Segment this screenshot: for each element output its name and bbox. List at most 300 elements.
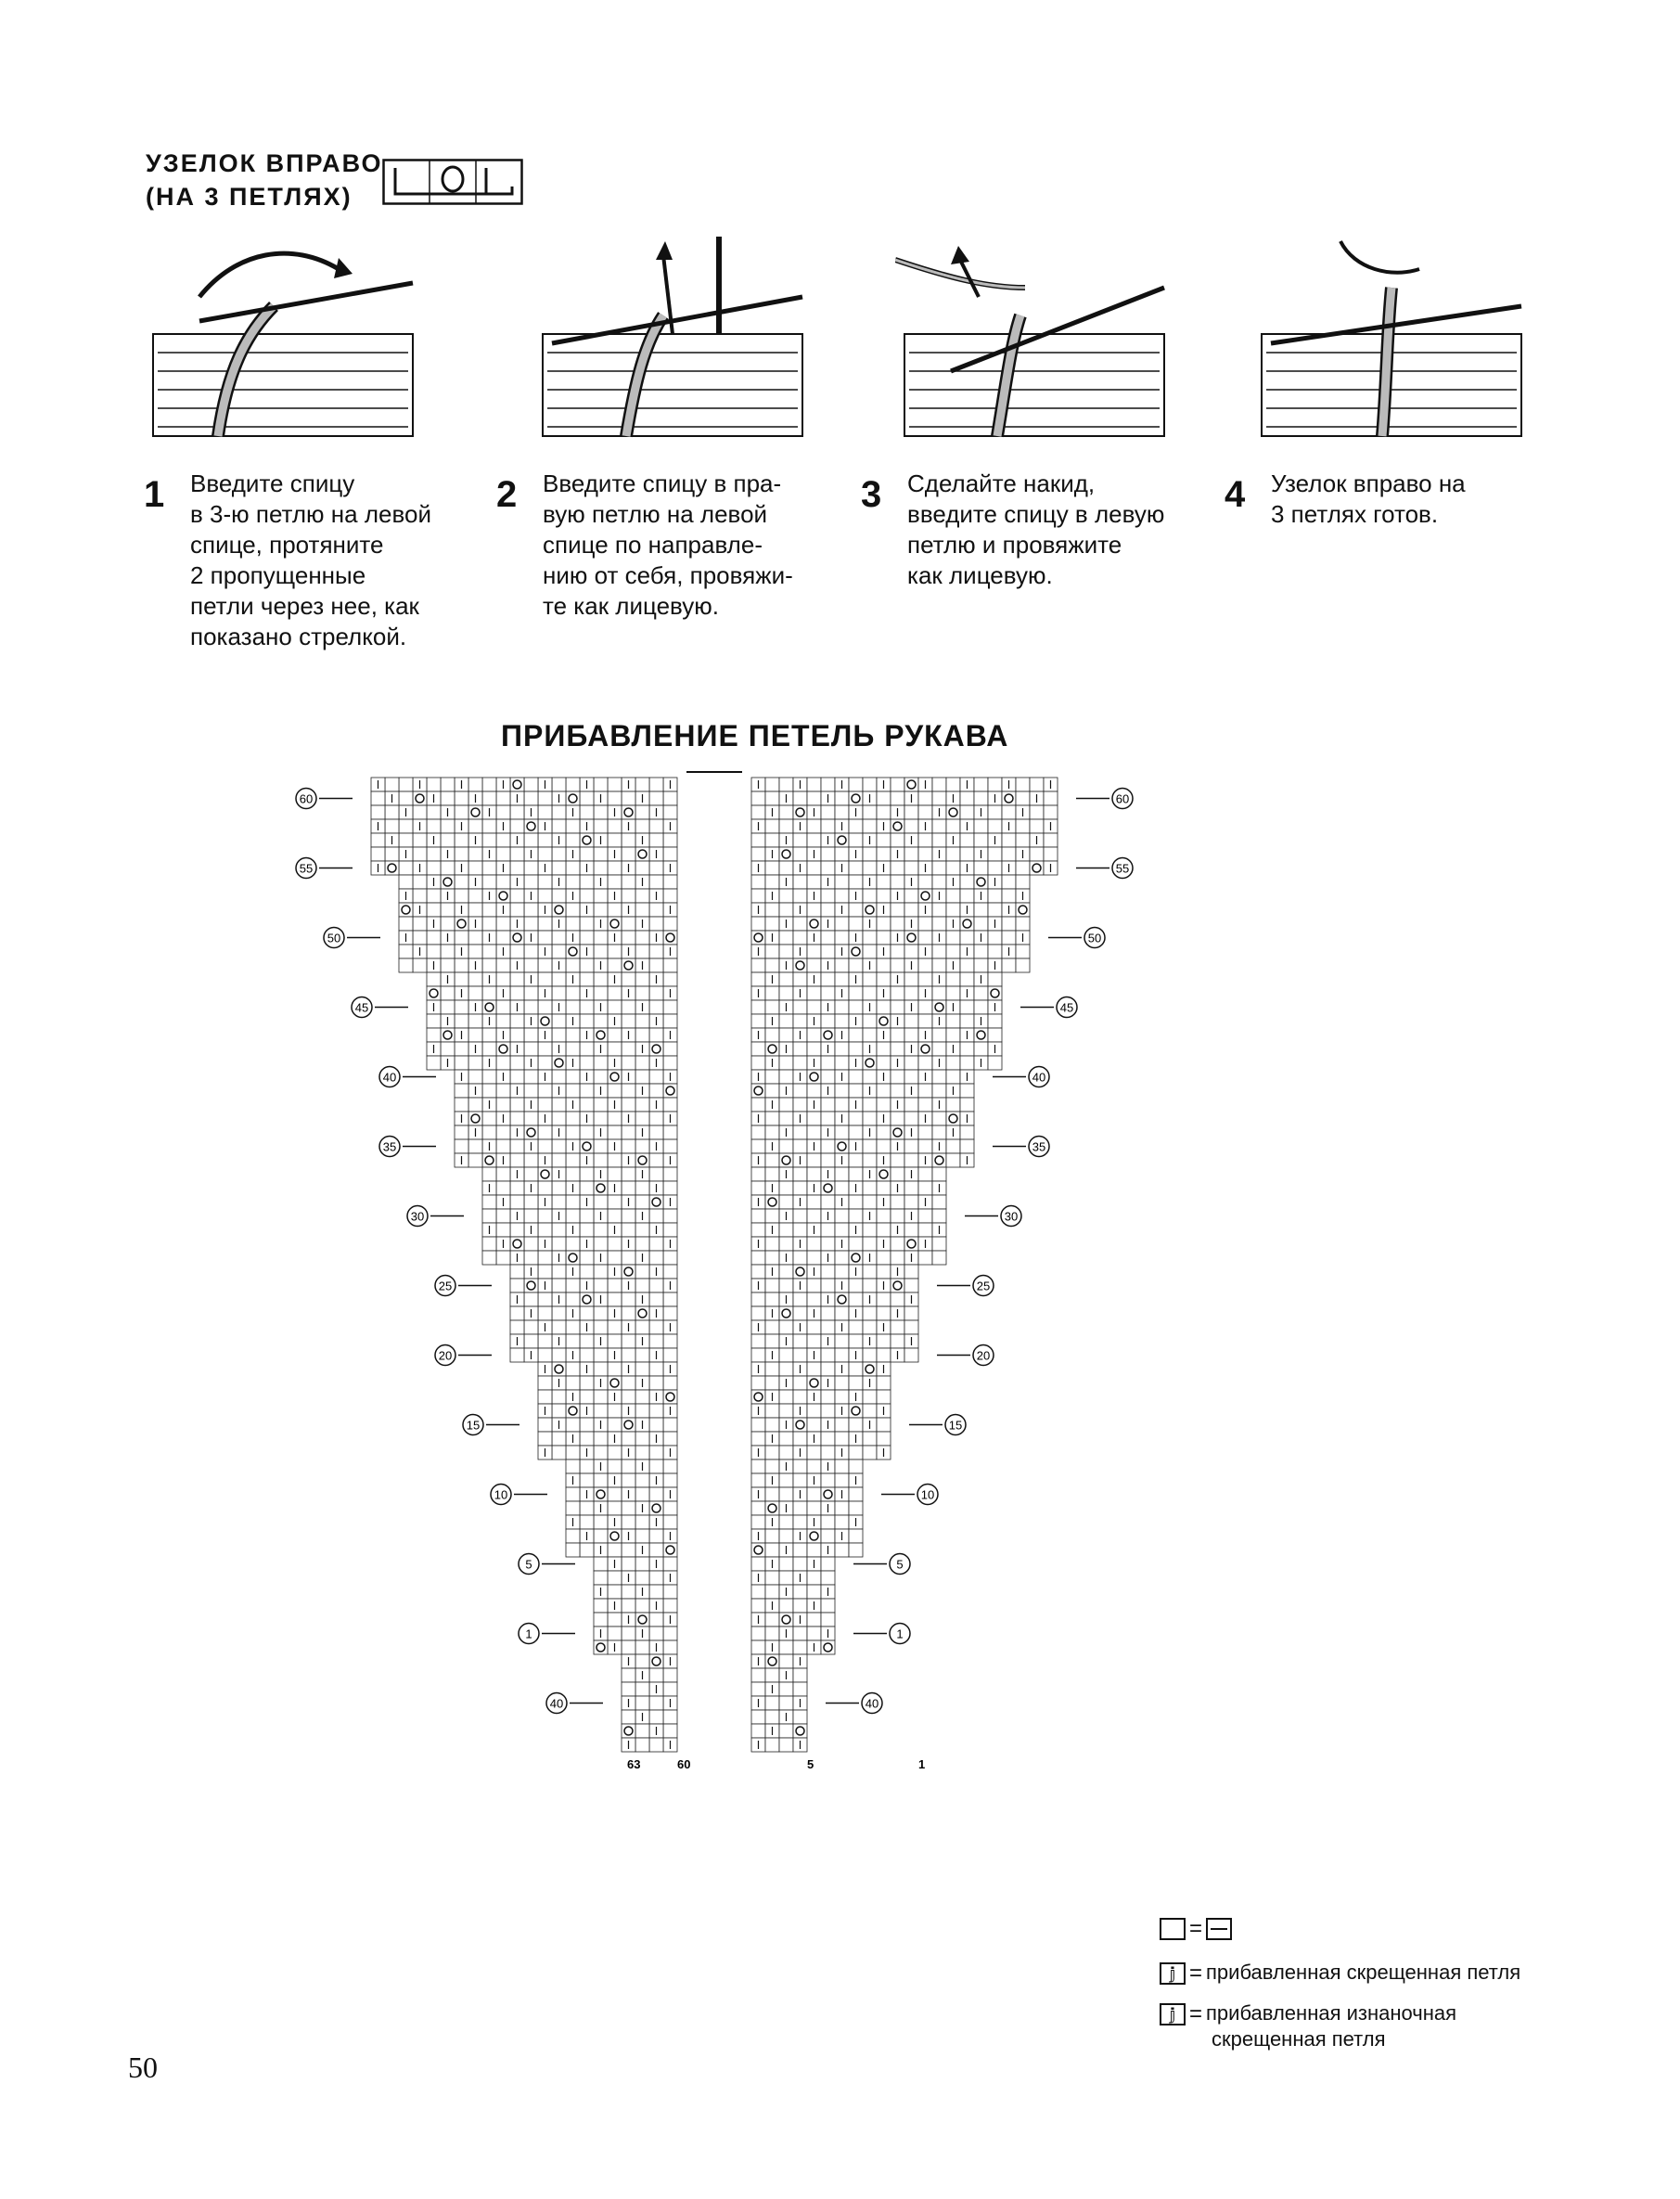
chart-cell: [904, 847, 918, 861]
chart-cell: [635, 1654, 649, 1668]
chart-cell: [960, 833, 974, 847]
chart-cell: [821, 972, 835, 986]
chart-cell: [849, 819, 863, 833]
chart-cell: [765, 1668, 779, 1682]
chart-cell: [751, 1209, 765, 1223]
chart-cell: [608, 1627, 622, 1640]
chart-cell: [580, 1042, 594, 1056]
chart-cell: [877, 1056, 891, 1070]
chart-cell: [635, 1487, 649, 1501]
chart-cell: [635, 805, 649, 819]
chart-cell: [849, 903, 863, 917]
chart-cell: [441, 819, 455, 833]
chart-cell: [496, 1223, 510, 1237]
chart-cell: [974, 819, 988, 833]
chart-cell: [1016, 917, 1030, 931]
chart-cell: [891, 1292, 904, 1306]
chart-cell: [946, 889, 960, 903]
chart-cell: [441, 778, 455, 791]
chart-cell: [538, 1251, 552, 1265]
chart-cell: [468, 861, 482, 875]
chart-cell: [524, 1153, 538, 1167]
chart-cell: [779, 1557, 793, 1571]
chart-cell: [608, 1084, 622, 1098]
chart-cell: [649, 1668, 663, 1682]
chart-cell: [988, 889, 1002, 903]
chart-cell: [608, 1028, 622, 1042]
row-label: 10: [920, 1487, 935, 1502]
chart-cell: [427, 778, 441, 791]
chart-cell: [649, 819, 663, 833]
chart-cell: [622, 889, 635, 903]
chart-cell: [877, 1209, 891, 1223]
chart-cell: [821, 1362, 835, 1376]
chart-cell: [663, 917, 677, 931]
chart-cell: [779, 1028, 793, 1042]
chart-cell: [594, 1362, 608, 1376]
chart-cell: [496, 1251, 510, 1265]
chart-cell: [524, 917, 538, 931]
chart-cell: [635, 1195, 649, 1209]
chart-cell: [807, 1084, 821, 1098]
chart-cell: [779, 1696, 793, 1710]
chart-cell: [496, 1139, 510, 1153]
chart-cell: [835, 1334, 849, 1348]
chart-cell: [580, 1014, 594, 1028]
chart-cell: [594, 1557, 608, 1571]
chart-cell: [1030, 819, 1044, 833]
chart-cell: [849, 1320, 863, 1334]
chart-cell: [751, 1585, 765, 1599]
chart-cell: [835, 805, 849, 819]
chart-cell: [663, 1710, 677, 1724]
chart-cell: [608, 1237, 622, 1251]
chart-cell: [793, 1557, 807, 1571]
chart-cell: [821, 1237, 835, 1251]
chart-cell: [877, 1348, 891, 1362]
chart-cell: [765, 903, 779, 917]
chart-cell: [594, 1014, 608, 1028]
chart-cell: [649, 1084, 663, 1098]
chart-cell: [932, 903, 946, 917]
chart-cell: [622, 972, 635, 986]
chart-cell: [932, 1028, 946, 1042]
chart-cell: [807, 1334, 821, 1348]
chart-cell: [510, 1014, 524, 1028]
chart-cell: [608, 986, 622, 1000]
chart-cell: [918, 1139, 932, 1153]
chart-cell: [566, 1209, 580, 1223]
chart-cell: [821, 1571, 835, 1585]
chart-cell: [552, 1306, 566, 1320]
chart-cell: [510, 972, 524, 986]
chart-cell: [510, 1265, 524, 1279]
chart-cell: [779, 861, 793, 875]
chart-cell: [807, 903, 821, 917]
chart-cell: [608, 875, 622, 889]
step-number: 4: [1225, 474, 1246, 515]
chart-cell: [580, 1251, 594, 1265]
chart-cell: [399, 833, 413, 847]
row-label: 15: [948, 1418, 963, 1433]
chart-cell: [779, 1640, 793, 1654]
chart-cell: [807, 1585, 821, 1599]
chart-cell: [622, 1292, 635, 1306]
chart-cell: [1030, 847, 1044, 861]
chart-cell: [807, 778, 821, 791]
chart-cell: [524, 1195, 538, 1209]
chart-cell: [960, 972, 974, 986]
chart-cell: [904, 972, 918, 986]
chart-cell: [580, 1473, 594, 1487]
chart-cell: [552, 1098, 566, 1112]
chart-cell: [468, 1098, 482, 1112]
chart-cell: [793, 1390, 807, 1404]
chart-cell: [594, 847, 608, 861]
chart-cell: [441, 958, 455, 972]
chart-cell: [863, 1112, 877, 1125]
chart-cell: [807, 1320, 821, 1334]
chart-cell: [793, 1432, 807, 1446]
chart-cell: [663, 1167, 677, 1181]
row-label: 1: [525, 1627, 532, 1641]
step-line: петлю и провяжите: [907, 531, 1122, 559]
chart-cell: [635, 1056, 649, 1070]
chart-cell: [751, 917, 765, 931]
chart-cell: [877, 1306, 891, 1320]
chart-cell: [455, 958, 468, 972]
chart-cell: [622, 1557, 635, 1571]
chart-cell: [793, 1460, 807, 1473]
chart-cell: [455, 791, 468, 805]
chart-cell: [622, 1334, 635, 1348]
chart-cell: [608, 945, 622, 958]
chart-cell: [779, 1320, 793, 1334]
chart-cell: [427, 972, 441, 986]
chart-cell: [524, 1028, 538, 1042]
chart-cell: [779, 778, 793, 791]
chart-cell: [468, 1070, 482, 1084]
chart-cell: [918, 931, 932, 945]
chart-cell: [1044, 791, 1058, 805]
chart-cell: [932, 1237, 946, 1251]
chart-cell: [863, 1139, 877, 1153]
chart-cell: [849, 1195, 863, 1209]
chart-cell: [849, 875, 863, 889]
chart-cell: [877, 1000, 891, 1014]
chart-cell: [649, 1334, 663, 1348]
chart-cell: [863, 805, 877, 819]
chart-cell: [821, 1557, 835, 1571]
column-number: 63: [627, 1757, 641, 1771]
chart-cell: [552, 1223, 566, 1237]
chart-cell: [608, 1362, 622, 1376]
chart-cell: [821, 945, 835, 958]
chart-cell: [580, 1125, 594, 1139]
chart-cell: [891, 778, 904, 791]
chart-cell: [580, 1515, 594, 1529]
chart-cell: [663, 1292, 677, 1306]
chart-cell: [538, 1056, 552, 1070]
chart-cell: [622, 1000, 635, 1014]
chart-cell: [779, 1487, 793, 1501]
chart-cell: [468, 945, 482, 958]
chart-cell: [821, 1390, 835, 1404]
chart-cell: [635, 1446, 649, 1460]
chart-cell: [552, 1446, 566, 1460]
chart-cell: [622, 1251, 635, 1265]
chart-cell: [663, 1418, 677, 1432]
chart-cell: [918, 1014, 932, 1028]
chart-cell: [552, 931, 566, 945]
chart-cell: [793, 1125, 807, 1139]
chart-cell: [877, 1139, 891, 1153]
chart-cell: [427, 931, 441, 945]
chart-cell: [793, 1640, 807, 1654]
chart-cell: [807, 958, 821, 972]
chart-cell: [1016, 819, 1030, 833]
knot-right-symbol-icon: [382, 159, 523, 205]
chart-cell: [877, 791, 891, 805]
chart-cell: [765, 1334, 779, 1348]
chart-cell: [455, 1125, 468, 1139]
chart-cell: [538, 917, 552, 931]
empty-cell-icon: [1160, 1918, 1186, 1940]
chart-cell: [594, 1613, 608, 1627]
chart-cell: [649, 945, 663, 958]
chart-cell: [608, 1571, 622, 1585]
chart-cell: [510, 1070, 524, 1084]
chart-cell: [904, 986, 918, 1000]
chart-cell: [635, 1348, 649, 1362]
row-label: 40: [1032, 1070, 1046, 1085]
chart-cell: [622, 1668, 635, 1682]
chart-cell: [524, 833, 538, 847]
chart-cell: [663, 1251, 677, 1265]
chart-cell: [468, 778, 482, 791]
chart-cell: [663, 1265, 677, 1279]
chart-cell: [751, 1724, 765, 1738]
chart-cell: [566, 1237, 580, 1251]
step-line: 2 пропущенные: [190, 561, 366, 589]
chart-cell: [455, 931, 468, 945]
chart-cell: [1016, 833, 1030, 847]
chart-cell: [765, 791, 779, 805]
row-label: 20: [438, 1348, 453, 1363]
chart-cell: [891, 903, 904, 917]
chart-cell: [849, 1362, 863, 1376]
chart-cell: [413, 875, 427, 889]
chart-cell: [863, 972, 877, 986]
chart-cell: [835, 1306, 849, 1320]
chart-cell: [779, 1390, 793, 1404]
chart-cell: [835, 1418, 849, 1432]
chart-cell: [793, 833, 807, 847]
chart-cell: [663, 972, 677, 986]
chart-cell: [608, 1000, 622, 1014]
chart-cell: [751, 875, 765, 889]
chart-cell: [455, 833, 468, 847]
chart-cell: [552, 972, 566, 986]
chart-cell: [793, 1473, 807, 1487]
chart-cell: [751, 1139, 765, 1153]
section-title-line2: (НА 3 ПЕТЛЯХ): [146, 183, 353, 211]
chart-cell: [891, 861, 904, 875]
chart-cell: [821, 1613, 835, 1627]
chart-cell: [524, 1334, 538, 1348]
chart-cell: [835, 1390, 849, 1404]
chart-cell: [496, 1181, 510, 1195]
chart-cell: [1016, 791, 1030, 805]
chart-cell: [835, 1348, 849, 1362]
chart-cell: [510, 819, 524, 833]
chart-cell: [566, 1529, 580, 1543]
chart-cell: [835, 791, 849, 805]
chart-cell: [649, 1738, 663, 1752]
chart-cell: [877, 1223, 891, 1237]
chart-cell: [779, 1571, 793, 1585]
chart-cell: [496, 833, 510, 847]
chart-cell: [807, 875, 821, 889]
chart-cell: [663, 1348, 677, 1362]
chart-cell: [649, 1460, 663, 1473]
chart-cell: [622, 1209, 635, 1223]
step-line: спице, протяните: [190, 531, 384, 559]
chart-cell: [960, 791, 974, 805]
chart-cell: [932, 945, 946, 958]
chart-cell: [932, 1195, 946, 1209]
chart-cell: [891, 1195, 904, 1209]
chart-cell: [524, 791, 538, 805]
chart-cell: [455, 972, 468, 986]
chart-cell: [649, 1251, 663, 1265]
chart-cell: [793, 931, 807, 945]
chart-cell: [863, 1432, 877, 1446]
chart-cell: [863, 1279, 877, 1292]
chart-cell: [849, 1279, 863, 1292]
chart-cell: [904, 1279, 918, 1292]
chart-cell: [482, 1209, 496, 1223]
chart-cell: [399, 861, 413, 875]
chart-cell: [385, 805, 399, 819]
chart-cell: [960, 1125, 974, 1139]
chart-cell: [877, 1334, 891, 1348]
chart-cell: [538, 1376, 552, 1390]
chart-cell: [1002, 875, 1016, 889]
chart-cell: [566, 1543, 580, 1557]
chart-cell: [427, 945, 441, 958]
chart-cell: [635, 778, 649, 791]
chart-cell: [635, 1223, 649, 1237]
chart-cell: [821, 1348, 835, 1362]
chart-cell: [946, 778, 960, 791]
chart-cell: [918, 958, 932, 972]
chart-cell: [580, 1334, 594, 1348]
chart-cell: [751, 1710, 765, 1724]
chart-cell: [566, 1195, 580, 1209]
legend-text: скрещенная петля: [1212, 2027, 1386, 2051]
chart-cell: [918, 875, 932, 889]
chart-cell: [988, 945, 1002, 958]
chart-cell: [779, 819, 793, 833]
chart-cell: [524, 861, 538, 875]
chart-cell: [891, 986, 904, 1000]
chart-cell: [580, 1098, 594, 1112]
chart-cell: [455, 1042, 468, 1056]
chart-cell: [566, 1418, 580, 1432]
chart-cell: [765, 1543, 779, 1557]
chart-cell: [863, 1181, 877, 1195]
chart-cell: [566, 1487, 580, 1501]
chart-cell: [538, 1334, 552, 1348]
chart-cell: [918, 1125, 932, 1139]
chart-cell: [988, 861, 1002, 875]
chart-cell: [649, 1000, 663, 1014]
chart-cell: [441, 986, 455, 1000]
chart-cell: [552, 986, 566, 1000]
chart-cell: [649, 1292, 663, 1306]
chart-cell: [538, 791, 552, 805]
chart-cell: [751, 1334, 765, 1348]
chart-cell: [663, 833, 677, 847]
chart-cell: [622, 1376, 635, 1390]
chart-cell: [468, 1056, 482, 1070]
chart-cell: [635, 1279, 649, 1292]
chart-cell: [751, 1682, 765, 1696]
chart-cell: [552, 819, 566, 833]
chart-cell: [594, 1098, 608, 1112]
chart-cell: [580, 805, 594, 819]
chart-cell: [807, 1613, 821, 1627]
chart-cell: [877, 1390, 891, 1404]
chart-cell: [1002, 958, 1016, 972]
chart-cell: [622, 791, 635, 805]
chart-cell: [482, 1125, 496, 1139]
chart-cell: [455, 1000, 468, 1014]
chart-cell: [988, 805, 1002, 819]
chart-cell: [807, 1167, 821, 1181]
chart-cell: [510, 1153, 524, 1167]
equals-sign: =: [1189, 1916, 1203, 1942]
chart-cell: [821, 1195, 835, 1209]
chart-cell: [427, 847, 441, 861]
chart-cell: [807, 1000, 821, 1014]
chart-cell: [877, 1125, 891, 1139]
chart-cell: [510, 889, 524, 903]
chart-cell: [821, 1265, 835, 1279]
chart-cell: [863, 1223, 877, 1237]
chart-cell: [765, 1487, 779, 1501]
chart-cell: [622, 1348, 635, 1362]
chart-cell: [849, 1125, 863, 1139]
chart-cell: [751, 1473, 765, 1487]
chart-cell: [649, 1028, 663, 1042]
chart-cell: [821, 861, 835, 875]
chart-cell: [566, 1084, 580, 1098]
chart-cell: [594, 1348, 608, 1362]
chart-cell: [538, 1139, 552, 1153]
chart-cell: [649, 1487, 663, 1501]
step-line: Сделайте накид,: [907, 469, 1096, 497]
chart-cell: [835, 847, 849, 861]
row-label: 40: [382, 1070, 397, 1085]
chart-cell: [765, 1084, 779, 1098]
chart-cell: [594, 1153, 608, 1167]
chart-cell: [538, 1042, 552, 1056]
chart-cell: [441, 903, 455, 917]
chart-cell: [891, 1167, 904, 1181]
row-label: 35: [1032, 1139, 1046, 1154]
